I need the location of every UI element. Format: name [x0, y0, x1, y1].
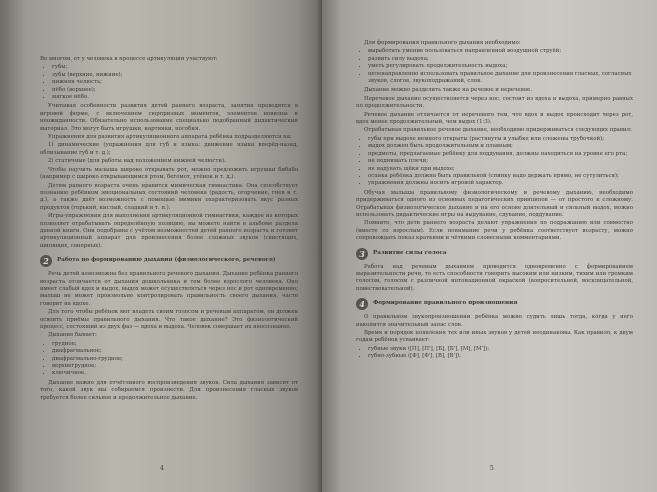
breathing-rules-list: [356, 136, 633, 188]
paragraph: Речь детей невозможна без правильного речевого дыхания. Дыхание ребёнка раннего возраста отличается от дыхания дошкольника и тем более взрослого человека. Оно имеет слабый вдох и выдох, выдох может осуществляться через нос и рот одновременно; малыш не может произвольно контролировать правильность своего дыхания, часто говорит на вдохе.: [40, 271, 298, 307]
paragraph: 1) динамические (упражнения для губ и языка: движение языка вперёд-назад, облизывание губ и т. д.);: [40, 142, 298, 156]
articulation-organs-list: [40, 64, 298, 101]
breathing-goals-list: [356, 48, 633, 85]
section-3-heading: [356, 248, 633, 260]
page-number: 5: [490, 464, 494, 472]
page-number: 4: [160, 464, 164, 472]
paragraph: Дыхание важно для отчётливого воспроизведения звуков. Сила дыхания зависит от того, какой звук мы собираемся произнести. Для произнесения гласных звуков требуется более сильное и продолжительное дыхание.: [40, 379, 298, 401]
intro-text: Во многом, от у человека в процессе артикуляции участвуют:: [40, 56, 218, 62]
list-item: • не надувать щёки при выдохе;: [368, 166, 633, 173]
paragraph: 2) статичные (для работы над положением нижней челюсти).: [48, 158, 226, 165]
paragraph: Игры-упражнения для выполнения артикуляционной гимнастики, каждое из которых позволяет отрабатывать определённую позицию, вы можете найти в альбоме раздела данной книги. Они подобраны с учётом возможностей детей раннего возраста и готовят артикуляционный аппарат для произнесения более сложных звуков (свистящих, шипящих, сонорных).: [40, 213, 298, 249]
sounds-list: [356, 346, 633, 361]
paragraph: Помните, что дети раннего возраста делают упражнения по подражанию или совместно (вместе со взрослым). Если понимание речи у ребёнка соответствует возрасту, можно сопровождать показ краткими и чёткими словесными комментариями.: [356, 220, 633, 242]
right-page: [322, 0, 657, 492]
list-item: • осанка ребёнка должна быть правильной (спинку надо держать прямо, не сутулиться);: [368, 173, 633, 180]
paragraph: Дыхание можно разделить также на речевое и неречевое.: [364, 87, 532, 94]
list-item: • диафрагмально-грудное;: [52, 356, 298, 363]
list-item: • нёбо (верхнее);: [52, 87, 298, 94]
paragraph: Для того чтобы ребёнок мог владеть своим голосом и речевым аппаратом, он должен освоить приёмы правильного дыхания. Что такое дыхание? Это физиологический процесс, состоящий из двух фаз — вдоха и выдоха. Человек совершает их неосознанно.: [40, 309, 298, 330]
section-number-badge: 4: [356, 298, 368, 310]
paragraph: Детям раннего возраста очень нравится мимическая гимнастика. Она способствует познанию ребёнком эмоциональных состояний человека (радость, огорчение, гнев и т. д.), а также даёт возможность с помощью мимики охарактеризовать вкус разных продуктов (горький, кислый, сладкий и т. п.).: [40, 182, 298, 211]
list-item: • губно-зубные ([Ф], [Ф'], [В], [В']).: [368, 353, 633, 360]
paragraph: Отрабатывая правильное речевое дыхание, необходимо придерживаться следующих правил:: [364, 127, 632, 134]
paragraph: Учитывая особенности развития детей раннего возраста, занятия проводятся в игровой форме, с включением сюрпризных моментов, элементов новизны и неожиданности. Обязательно использование специально подобранный дидактический материал. Это могут быть игрушки, картинки, пособия.: [40, 103, 298, 132]
section-title: Развитие силы голоса: [373, 249, 447, 256]
list-item: • не поднимать плечи;: [368, 158, 633, 165]
section-title: Работа по формированию дыхания (физиологического, речевого): [57, 257, 276, 264]
list-item: • губные звуки ([П], [П'], [Б], [Б'], [М], [М']);: [368, 346, 633, 353]
paragraph: Упражнения для развития артикуляционного аппарата ребёнка подразделяются на:: [48, 134, 292, 141]
list-item: • целенаправленно использовать правильное дыхание для произнесения гласных, согласных звуков, слогов, звукоподражаний, слов.: [368, 71, 633, 86]
section-4-heading: [356, 298, 633, 310]
list-item: • ключичное.: [52, 370, 298, 377]
left-page: [0, 0, 324, 492]
list-item: • мягкое нёбо.: [52, 94, 298, 101]
list-item: • губы;: [52, 64, 298, 71]
paragraph: Неречевое дыхание осуществляется через нос, состоит из вдоха и выдоха, примерно равных по продолжительности.: [356, 95, 633, 110]
list-item: • зубы (верхние, нижние);: [52, 72, 298, 79]
section-number-badge: 3: [356, 248, 368, 260]
list-item: • выдох должен быть продолжительным и плавным;: [368, 143, 633, 150]
section-2-heading: [40, 255, 298, 267]
list-item: • диафрагмальное;: [52, 348, 298, 355]
paragraph: О правильном звукопроизношении ребёнка можно судить лишь тогда, когда у него накопится значительный запас слов.: [356, 314, 633, 328]
paragraph: Чтобы научить малыша широко открывать рот, можно предложить игрушки бибабо (например с широко открывающимся ртом, бегемот, утёнок и т. д.).: [40, 166, 298, 181]
paragraph: Время и порядок появления тех или иных звуков у детей неодинаковы. Как правило, к двум годам ребёнок усваивает:: [356, 330, 633, 344]
list-item: • выработать умение пользоваться направленной воздушной струёй;: [368, 48, 633, 55]
paragraph: Обучая малыша правильному физиологическому и речевому дыханию, необходимо придерживаться одного из основных педагогических принципов — от простого к сложному. Отрабатывая физиологическое дыхание и на его основе длительный и сильный выдох, можно использовать дидактические игры на выдувание, сдувание, поддувание.: [356, 189, 633, 218]
list-item: • нижняя челюсть;: [52, 79, 298, 86]
section-number-badge: 2: [40, 255, 52, 267]
section-title: Формирование правильного произношения: [373, 300, 518, 307]
list-item: • грудное;: [52, 341, 298, 348]
list-item: • упражнения должны носить игровой характер.: [368, 180, 633, 187]
list-item: • верхнегрудное;: [52, 363, 298, 370]
paragraph: Для формирования правильного дыхания необходимо:: [364, 40, 521, 46]
breathing-types-list: [40, 341, 298, 378]
breathing-intro: Дыхание бывает:: [48, 332, 97, 339]
list-item: • предметы, предлагаемые ребёнку для поддувания, должны находиться на уровне его рта;: [368, 151, 633, 158]
paragraph: Работа над речевым дыханием проводится одновременно с формированием выразительности речи, то есть способности говорить высоким или низким, тихим или громким голосом, голосом с различной интонационной окраской (вопросительной, восклицательной, повествовательной).: [356, 263, 633, 292]
paragraph: Речевое дыхание отличается от неречевого тем, что вдох и выдох происходит через рот, вдох менее продолжительный, чем выдох (1:3).: [356, 111, 633, 126]
list-item: • развить силу выдоха;: [368, 56, 633, 63]
list-item: • губы при выдохе немного открыты (растянуты в улыбке или сложены трубочкой);: [368, 136, 633, 143]
list-item: • уметь регулировать продолжительность выдоха;: [368, 63, 633, 70]
